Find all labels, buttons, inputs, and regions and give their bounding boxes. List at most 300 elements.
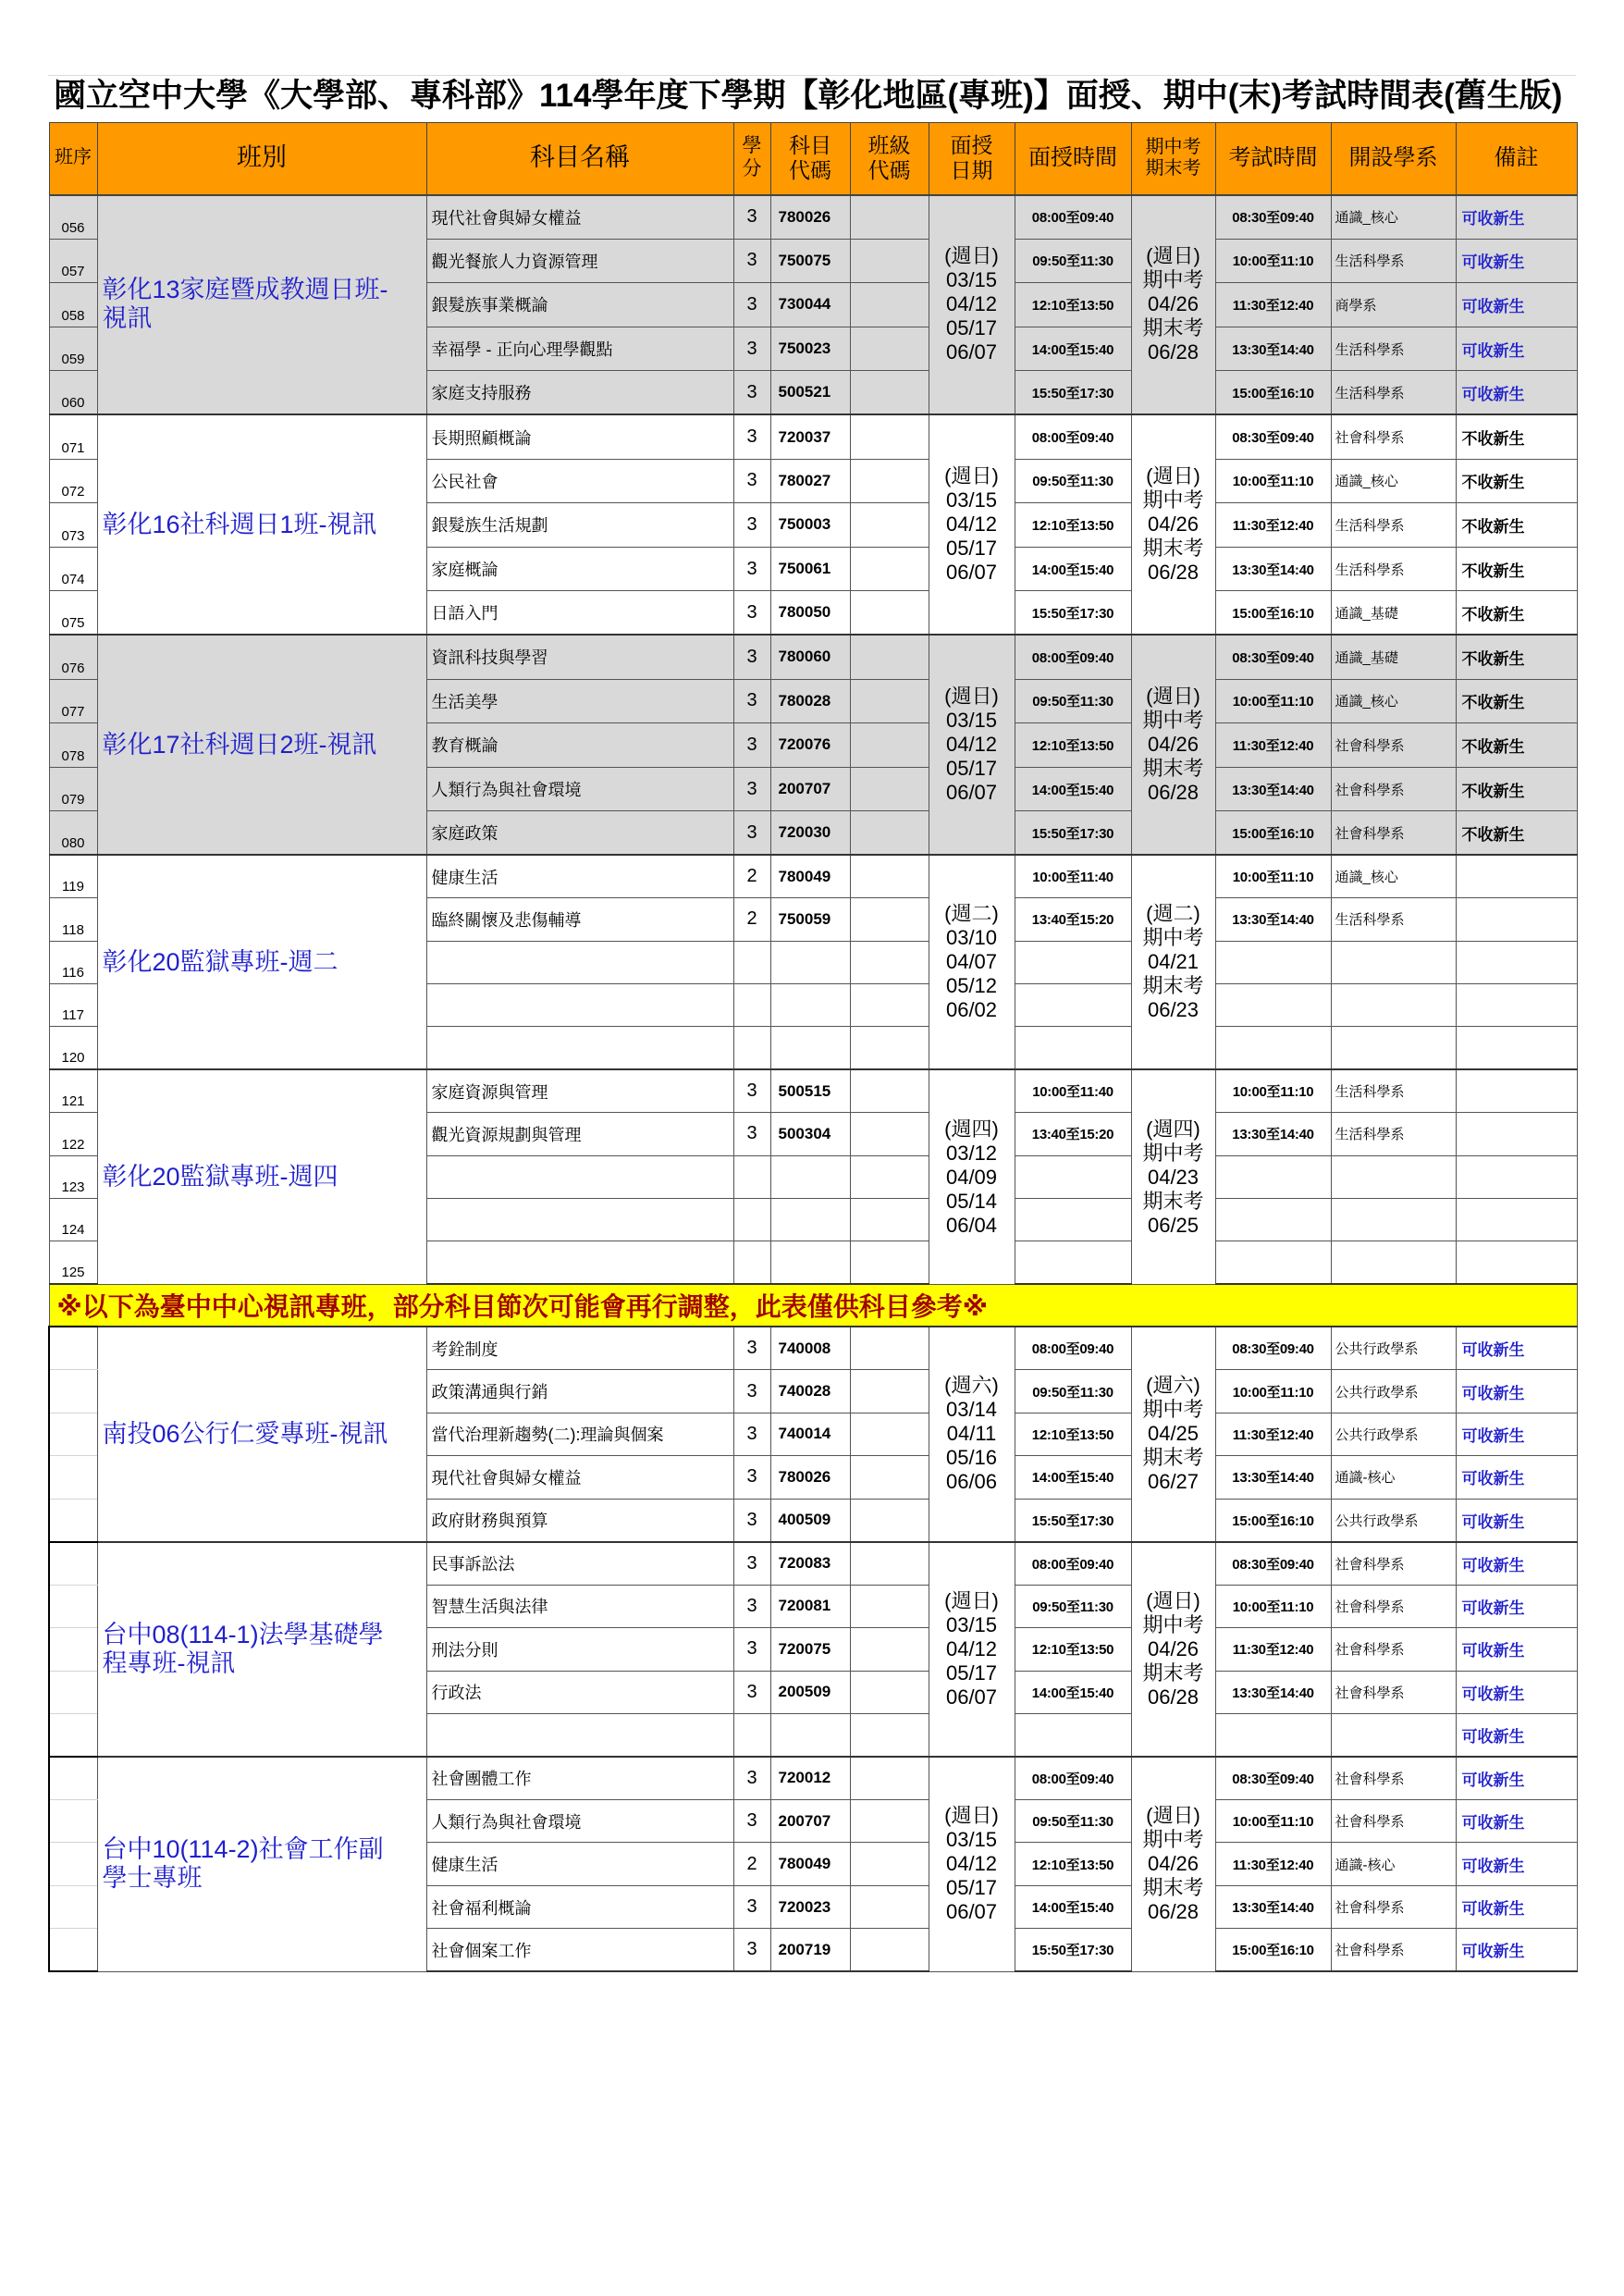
- exam-time-cell: 15:00至16:10: [1215, 811, 1331, 856]
- course-code-cell: 740014: [770, 1413, 850, 1455]
- department-cell: [1331, 941, 1456, 983]
- class-name-cell: 彰化20監獄專班-週四: [97, 1069, 426, 1284]
- face-time-cell: 08:00至09:40: [1015, 414, 1131, 459]
- note-cell: 可收新生: [1456, 1542, 1577, 1585]
- credit-cell: 3: [733, 1757, 770, 1799]
- note-cell: [1456, 898, 1577, 941]
- face-time-cell: 08:00至09:40: [1015, 195, 1131, 240]
- table-row: [49, 195, 1577, 240]
- credit-cell: 3: [733, 1628, 770, 1671]
- class-seq-cell: 117: [49, 984, 97, 1027]
- schedule-table: [48, 122, 1578, 1972]
- face-time-cell: 09:50至11:30: [1015, 459, 1131, 503]
- course-code-cell: 200719: [770, 1929, 850, 1971]
- face-time-cell: 15:50至17:30: [1015, 371, 1131, 415]
- exam-time-cell: 11:30至12:40: [1215, 283, 1331, 327]
- face-time-cell: 14:00至15:40: [1015, 1671, 1131, 1713]
- class-seq-cell: 121: [49, 1069, 97, 1112]
- credit-cell: 3: [733, 1370, 770, 1413]
- face-time-cell: 10:00至11:40: [1015, 1069, 1131, 1112]
- department-cell: 通識_核心: [1331, 855, 1456, 897]
- department-cell: [1331, 984, 1456, 1027]
- course-code-cell: [770, 1241, 850, 1284]
- credit-cell: 3: [733, 239, 770, 283]
- department-cell: 社會科學系: [1331, 1542, 1456, 1585]
- course-name-cell: 考銓制度: [426, 1327, 733, 1369]
- exam-time-cell: [1215, 984, 1331, 1027]
- course-code-cell: 780026: [770, 195, 850, 240]
- department-cell: 社會科學系: [1331, 1628, 1456, 1671]
- course-name-cell: 家庭資源與管理: [426, 1069, 733, 1112]
- department-cell: 生活科學系: [1331, 239, 1456, 283]
- class-seq-cell: 073: [49, 503, 97, 548]
- course-code-cell: 500304: [770, 1113, 850, 1155]
- note-cell: 可收新生: [1456, 1843, 1577, 1885]
- note-cell: [1456, 1155, 1577, 1198]
- header-note: 備註: [1456, 123, 1577, 195]
- class-name-cell: 台中10(114-2)社會工作副學士專班: [97, 1757, 426, 1971]
- class-seq-cell: 075: [49, 591, 97, 636]
- course-code-cell: 720083: [770, 1542, 850, 1585]
- department-cell: 通識_核心: [1331, 679, 1456, 723]
- class-seq-cell: 077: [49, 679, 97, 723]
- credit-cell: 3: [733, 723, 770, 768]
- class-code-cell: [850, 941, 929, 983]
- note-cell: 可收新生: [1456, 1799, 1577, 1842]
- exam-time-cell: [1215, 1155, 1331, 1198]
- course-code-cell: 200509: [770, 1671, 850, 1713]
- class-seq-cell: 072: [49, 459, 97, 503]
- course-name-cell: [426, 1241, 733, 1284]
- header-face-time: 面授時間: [1015, 123, 1131, 195]
- course-name-cell: 健康生活: [426, 855, 733, 897]
- face-time-cell: 15:50至17:30: [1015, 811, 1131, 856]
- class-seq-cell: 124: [49, 1199, 97, 1241]
- department-cell: 公共行政學系: [1331, 1327, 1456, 1369]
- class-seq-cell: [49, 1885, 97, 1928]
- face-dates-cell: (週二) 03/10 04/07 05/12 06/02: [929, 855, 1015, 1069]
- course-name-cell: 長期照顧概論: [426, 414, 733, 459]
- credit-cell: 3: [733, 591, 770, 636]
- class-seq-cell: [49, 1456, 97, 1499]
- class-code-cell: [850, 1370, 929, 1413]
- course-code-cell: [770, 984, 850, 1027]
- note-cell: 不收新生: [1456, 414, 1577, 459]
- note-cell: 不收新生: [1456, 679, 1577, 723]
- credit-cell: 3: [733, 327, 770, 371]
- credit-cell: 3: [733, 1113, 770, 1155]
- course-name-cell: [426, 1155, 733, 1198]
- note-cell: 可收新生: [1456, 327, 1577, 371]
- credit-cell: 3: [733, 1069, 770, 1112]
- department-cell: 生活科學系: [1331, 371, 1456, 415]
- exam-dates-cell: (週二) 期中考 04/21 期末考 06/23: [1131, 855, 1215, 1069]
- notice-banner: ※以下為臺中中心視訊專班，部分科目節次可能會再行調整，此表僅供科目參考※: [49, 1284, 1577, 1327]
- course-code-cell: 750059: [770, 898, 850, 941]
- face-time-cell: 08:00至09:40: [1015, 635, 1131, 679]
- class-code-cell: [850, 591, 929, 636]
- face-time-cell: [1015, 1714, 1131, 1757]
- note-cell: [1456, 941, 1577, 983]
- class-code-cell: [850, 1542, 929, 1585]
- note-cell: 可收新生: [1456, 239, 1577, 283]
- table-row: [49, 1757, 1577, 1799]
- note-cell: [1456, 984, 1577, 1027]
- note-cell: 可收新生: [1456, 1327, 1577, 1369]
- face-time-cell: 14:00至15:40: [1015, 547, 1131, 591]
- class-seq-cell: [49, 1671, 97, 1713]
- header-exam-time: 考試時間: [1215, 123, 1331, 195]
- face-time-cell: 09:50至11:30: [1015, 1799, 1131, 1842]
- table-row: [49, 1542, 1577, 1585]
- credit-cell: 3: [733, 547, 770, 591]
- exam-dates-cell: (週六) 期中考 04/25 期末考 06/27: [1131, 1327, 1215, 1541]
- exam-time-cell: 10:00至11:10: [1215, 459, 1331, 503]
- department-cell: [1331, 1199, 1456, 1241]
- course-code-cell: 400509: [770, 1499, 850, 1541]
- course-name-cell: 人類行為與社會環境: [426, 767, 733, 811]
- course-name-cell: [426, 1199, 733, 1241]
- class-seq-cell: 116: [49, 941, 97, 983]
- note-cell: 不收新生: [1456, 459, 1577, 503]
- course-code-cell: 720030: [770, 811, 850, 856]
- class-code-cell: [850, 984, 929, 1027]
- credit-cell: 3: [733, 1499, 770, 1541]
- credit-cell: 3: [733, 1929, 770, 1971]
- face-time-cell: 12:10至13:50: [1015, 1413, 1131, 1455]
- course-name-cell: 現代社會與婦女權益: [426, 195, 733, 240]
- exam-time-cell: 15:00至16:10: [1215, 371, 1331, 415]
- credit-cell: [733, 1241, 770, 1284]
- note-cell: [1456, 855, 1577, 897]
- exam-time-cell: 13:30至14:40: [1215, 547, 1331, 591]
- course-code-cell: 730044: [770, 283, 850, 327]
- exam-time-cell: 10:00至11:10: [1215, 1799, 1331, 1842]
- course-code-cell: 720012: [770, 1757, 850, 1799]
- note-cell: 可收新生: [1456, 1413, 1577, 1455]
- exam-time-cell: 15:00至16:10: [1215, 1499, 1331, 1541]
- course-name-cell: 公民社會: [426, 459, 733, 503]
- exam-time-cell: [1215, 941, 1331, 983]
- exam-time-cell: 08:30至09:40: [1215, 1327, 1331, 1369]
- course-name-cell: 銀髮族事業概論: [426, 283, 733, 327]
- department-cell: [1331, 1155, 1456, 1198]
- class-seq-cell: [49, 1628, 97, 1671]
- note-cell: 不收新生: [1456, 811, 1577, 856]
- class-code-cell: [850, 1027, 929, 1069]
- class-code-cell: [850, 1155, 929, 1198]
- face-dates-cell: (週日) 03/15 04/12 05/17 06/07: [929, 1542, 1015, 1757]
- note-cell: [1456, 1113, 1577, 1155]
- department-cell: 社會科學系: [1331, 1757, 1456, 1799]
- course-code-cell: 780028: [770, 679, 850, 723]
- class-code-cell: [850, 547, 929, 591]
- face-time-cell: 08:00至09:40: [1015, 1327, 1131, 1369]
- note-cell: 可收新生: [1456, 1714, 1577, 1757]
- course-code-cell: 780050: [770, 591, 850, 636]
- header-credit: 學 分: [733, 123, 770, 195]
- course-code-cell: 740008: [770, 1327, 850, 1369]
- course-name-cell: 社會團體工作: [426, 1757, 733, 1799]
- class-code-cell: [850, 239, 929, 283]
- exam-time-cell: 13:30至14:40: [1215, 767, 1331, 811]
- exam-dates-cell: (週日) 期中考 04/26 期末考 06/28: [1131, 195, 1215, 415]
- department-cell: 通識-核心: [1331, 1843, 1456, 1885]
- face-time-cell: 14:00至15:40: [1015, 1885, 1131, 1928]
- credit-cell: 3: [733, 767, 770, 811]
- note-cell: 不收新生: [1456, 503, 1577, 548]
- class-seq-cell: 056: [49, 195, 97, 240]
- course-code-cell: 750075: [770, 239, 850, 283]
- credit-cell: [733, 1027, 770, 1069]
- course-name-cell: 人類行為與社會環境: [426, 1799, 733, 1842]
- note-cell: 可收新生: [1456, 283, 1577, 327]
- department-cell: 生活科學系: [1331, 1113, 1456, 1155]
- department-cell: [1331, 1714, 1456, 1757]
- department-cell: 公共行政學系: [1331, 1499, 1456, 1541]
- exam-dates-cell: (週日) 期中考 04/26 期末考 06/28: [1131, 1542, 1215, 1757]
- class-seq-cell: 076: [49, 635, 97, 679]
- course-code-cell: 500515: [770, 1069, 850, 1112]
- department-cell: 生活科學系: [1331, 547, 1456, 591]
- course-code-cell: [770, 1155, 850, 1198]
- class-seq-cell: 080: [49, 811, 97, 856]
- class-code-cell: [850, 414, 929, 459]
- exam-time-cell: 10:00至11:10: [1215, 1069, 1331, 1112]
- face-time-cell: 14:00至15:40: [1015, 1456, 1131, 1499]
- face-time-cell: 12:10至13:50: [1015, 723, 1131, 768]
- class-name-cell: 彰化20監獄專班-週二: [97, 855, 426, 1069]
- credit-cell: 3: [733, 371, 770, 415]
- exam-time-cell: 10:00至11:10: [1215, 1370, 1331, 1413]
- exam-time-cell: 10:00至11:10: [1215, 239, 1331, 283]
- note-cell: 可收新生: [1456, 1628, 1577, 1671]
- exam-time-cell: 08:30至09:40: [1215, 1542, 1331, 1585]
- course-code-cell: [770, 1027, 850, 1069]
- class-code-cell: [850, 1885, 929, 1928]
- course-name-cell: 幸福學 - 正向心理學觀點: [426, 327, 733, 371]
- class-code-cell: [850, 195, 929, 240]
- table-row: [49, 635, 1577, 679]
- exam-time-cell: 10:00至11:10: [1215, 679, 1331, 723]
- exam-time-cell: 13:30至14:40: [1215, 1671, 1331, 1713]
- class-seq-cell: 122: [49, 1113, 97, 1155]
- course-code-cell: [770, 941, 850, 983]
- course-name-cell: [426, 1714, 733, 1757]
- face-dates-cell: (週日) 03/15 04/12 05/17 06/07: [929, 1757, 1015, 1971]
- department-cell: 社會科學系: [1331, 723, 1456, 768]
- face-time-cell: 08:00至09:40: [1015, 1542, 1131, 1585]
- credit-cell: 2: [733, 898, 770, 941]
- table-row: [49, 414, 1577, 459]
- class-code-cell: [850, 635, 929, 679]
- face-time-cell: 08:00至09:40: [1015, 1757, 1131, 1799]
- course-name-cell: 觀光餐旅人力資源管理: [426, 239, 733, 283]
- credit-cell: 3: [733, 1327, 770, 1369]
- class-seq-cell: 078: [49, 723, 97, 768]
- department-cell: 社會科學系: [1331, 1671, 1456, 1713]
- table-row: [49, 855, 1577, 897]
- face-dates-cell: (週四) 03/12 04/09 05/14 06/04: [929, 1069, 1015, 1284]
- face-dates-cell: (週日) 03/15 04/12 05/17 06/07: [929, 414, 1015, 635]
- class-seq-cell: 120: [49, 1027, 97, 1069]
- class-code-cell: [850, 371, 929, 415]
- class-seq-cell: [49, 1929, 97, 1971]
- course-name-cell: 行政法: [426, 1671, 733, 1713]
- class-seq-cell: [49, 1757, 97, 1799]
- course-name-cell: 社會福利概論: [426, 1885, 733, 1928]
- credit-cell: [733, 1714, 770, 1757]
- credit-cell: 3: [733, 1585, 770, 1627]
- course-name-cell: 政府財務與預算: [426, 1499, 733, 1541]
- exam-time-cell: 11:30至12:40: [1215, 1628, 1331, 1671]
- face-time-cell: [1015, 1155, 1131, 1198]
- face-time-cell: 13:40至15:20: [1015, 1113, 1131, 1155]
- class-seq-cell: 118: [49, 898, 97, 941]
- class-seq-cell: [49, 1714, 97, 1757]
- department-cell: 通識_基礎: [1331, 635, 1456, 679]
- note-cell: 可收新生: [1456, 1929, 1577, 1971]
- course-code-cell: 750003: [770, 503, 850, 548]
- face-time-cell: [1015, 1241, 1131, 1284]
- face-time-cell: 09:50至11:30: [1015, 1585, 1131, 1627]
- class-code-cell: [850, 1585, 929, 1627]
- face-time-cell: 14:00至15:40: [1015, 327, 1131, 371]
- table-row: [49, 1327, 1577, 1369]
- course-code-cell: 720075: [770, 1628, 850, 1671]
- credit-cell: 3: [733, 195, 770, 240]
- course-code-cell: 200707: [770, 1799, 850, 1842]
- header-class-code: 班級 代碼: [850, 123, 929, 195]
- class-seq-cell: 071: [49, 414, 97, 459]
- exam-time-cell: 08:30至09:40: [1215, 635, 1331, 679]
- course-code-cell: [770, 1199, 850, 1241]
- credit-cell: 3: [733, 1799, 770, 1842]
- department-cell: 通識-核心: [1331, 1456, 1456, 1499]
- course-name-cell: 家庭概論: [426, 547, 733, 591]
- class-code-cell: [850, 767, 929, 811]
- class-seq-cell: [49, 1413, 97, 1455]
- course-name-cell: 銀髮族生活規劃: [426, 503, 733, 548]
- face-time-cell: [1015, 941, 1131, 983]
- class-name-cell: 南投06公行仁愛專班-視訊: [97, 1327, 426, 1541]
- face-time-cell: [1015, 1199, 1131, 1241]
- exam-time-cell: 15:00至16:10: [1215, 591, 1331, 636]
- note-cell: 可收新生: [1456, 1671, 1577, 1713]
- exam-dates-cell: (週四) 期中考 04/23 期末考 06/25: [1131, 1069, 1215, 1284]
- class-code-cell: [850, 679, 929, 723]
- class-seq-cell: [49, 1843, 97, 1885]
- course-name-cell: 當代治理新趨勢(二):理論與個案: [426, 1413, 733, 1455]
- exam-time-cell: 13:30至14:40: [1215, 1113, 1331, 1155]
- course-code-cell: 780027: [770, 459, 850, 503]
- note-cell: 可收新生: [1456, 1885, 1577, 1928]
- class-name-cell: 彰化16社科週日1班-視訊: [97, 414, 426, 635]
- face-time-cell: 14:00至15:40: [1015, 767, 1131, 811]
- department-cell: 生活科學系: [1331, 898, 1456, 941]
- credit-cell: 3: [733, 635, 770, 679]
- course-name-cell: 生活美學: [426, 679, 733, 723]
- course-code-cell: 750023: [770, 327, 850, 371]
- course-name-cell: [426, 1027, 733, 1069]
- note-cell: [1456, 1241, 1577, 1284]
- course-code-cell: 750061: [770, 547, 850, 591]
- header-class: 班別: [97, 123, 426, 195]
- class-code-cell: [850, 1327, 929, 1369]
- note-cell: 不收新生: [1456, 635, 1577, 679]
- face-dates-cell: (週日) 03/15 04/12 05/17 06/07: [929, 635, 1015, 855]
- credit-cell: 2: [733, 1843, 770, 1885]
- note-cell: 可收新生: [1456, 195, 1577, 240]
- class-code-cell: [850, 283, 929, 327]
- class-code-cell: [850, 1113, 929, 1155]
- department-cell: 商學系: [1331, 283, 1456, 327]
- face-time-cell: 09:50至11:30: [1015, 679, 1131, 723]
- credit-cell: 3: [733, 1671, 770, 1713]
- header-department: 開設學系: [1331, 123, 1456, 195]
- note-cell: 不收新生: [1456, 591, 1577, 636]
- class-seq-cell: 125: [49, 1241, 97, 1284]
- class-code-cell: [850, 1628, 929, 1671]
- credit-cell: 3: [733, 503, 770, 548]
- exam-time-cell: 13:30至14:40: [1215, 898, 1331, 941]
- course-name-cell: [426, 941, 733, 983]
- class-seq-cell: 059: [49, 327, 97, 371]
- class-code-cell: [850, 327, 929, 371]
- note-cell: 可收新生: [1456, 1499, 1577, 1541]
- schedule-body: [49, 195, 1577, 1972]
- exam-time-cell: 13:30至14:40: [1215, 1885, 1331, 1928]
- exam-dates-cell: (週日) 期中考 04/26 期末考 06/28: [1131, 635, 1215, 855]
- department-cell: 公共行政學系: [1331, 1413, 1456, 1455]
- class-seq-cell: [49, 1327, 97, 1369]
- class-code-cell: [850, 723, 929, 768]
- face-time-cell: 09:50至11:30: [1015, 239, 1131, 283]
- class-code-cell: [850, 1069, 929, 1112]
- course-name-cell: 現代社會與婦女權益: [426, 1456, 733, 1499]
- note-cell: 可收新生: [1456, 1456, 1577, 1499]
- credit-cell: 3: [733, 283, 770, 327]
- exam-time-cell: 13:30至14:40: [1215, 1456, 1331, 1499]
- course-code-cell: 780026: [770, 1456, 850, 1499]
- exam-time-cell: 11:30至12:40: [1215, 503, 1331, 548]
- class-code-cell: [850, 898, 929, 941]
- course-name-cell: [426, 984, 733, 1027]
- course-name-cell: 臨終關懷及悲傷輔導: [426, 898, 733, 941]
- department-cell: 社會科學系: [1331, 767, 1456, 811]
- department-cell: 社會科學系: [1331, 1885, 1456, 1928]
- course-name-cell: 社會個案工作: [426, 1929, 733, 1971]
- note-cell: 可收新生: [1456, 371, 1577, 415]
- class-seq-cell: 079: [49, 767, 97, 811]
- header-row: [49, 123, 1577, 195]
- course-code-cell: 740028: [770, 1370, 850, 1413]
- exam-time-cell: 11:30至12:40: [1215, 1413, 1331, 1455]
- exam-time-cell: 08:30至09:40: [1215, 195, 1331, 240]
- credit-cell: [733, 1199, 770, 1241]
- class-seq-cell: [49, 1542, 97, 1585]
- exam-time-cell: 15:00至16:10: [1215, 1929, 1331, 1971]
- department-cell: 生活科學系: [1331, 1069, 1456, 1112]
- class-seq-cell: 060: [49, 371, 97, 415]
- class-seq-cell: [49, 1585, 97, 1627]
- note-cell: 可收新生: [1456, 1370, 1577, 1413]
- department-cell: 社會科學系: [1331, 414, 1456, 459]
- department-cell: 社會科學系: [1331, 1585, 1456, 1627]
- department-cell: 通識_核心: [1331, 459, 1456, 503]
- class-seq-cell: 123: [49, 1155, 97, 1198]
- class-code-cell: [850, 1499, 929, 1541]
